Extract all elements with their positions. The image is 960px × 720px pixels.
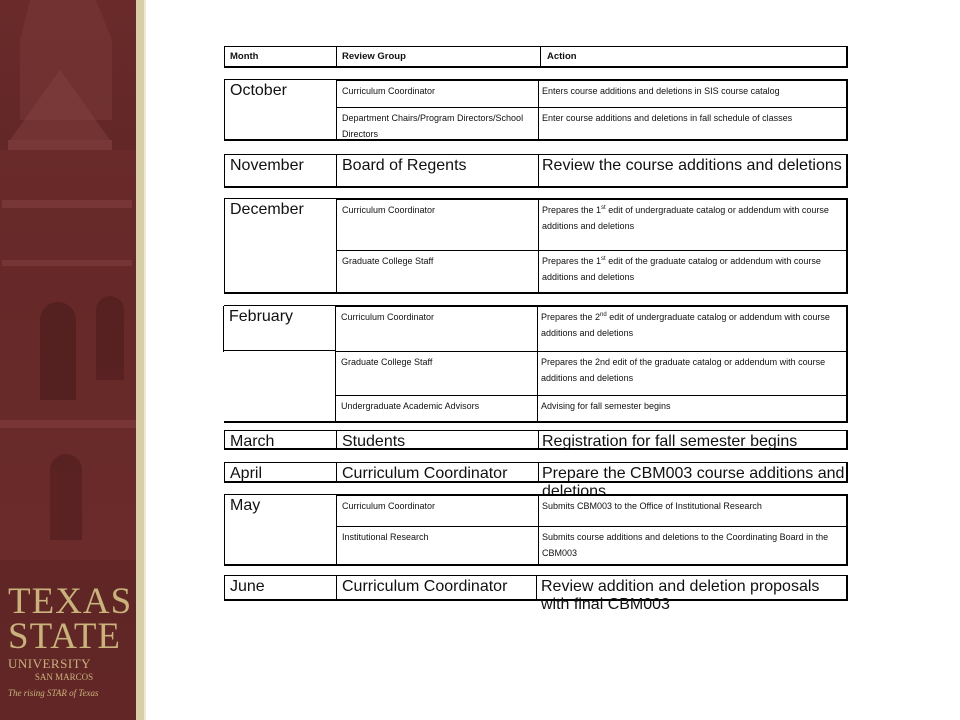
logo-university: UNIVERSITY xyxy=(8,656,91,671)
action-cell: Prepares the 1st edit of the graduate catalog or addendum with course additions and deletions xyxy=(542,256,821,282)
action-cell: Enter course additions and deletions in fall schedule of classes xyxy=(542,113,793,123)
review-group-cell: Students xyxy=(342,433,406,450)
review-group-cell: Curriculum Coordinator xyxy=(342,578,508,595)
table-row xyxy=(336,526,846,567)
review-group-cell: Curriculum Coordinator xyxy=(342,205,436,215)
action-cell: Submits CBM003 to the Office of Institutional Research xyxy=(542,501,762,511)
review-group-cell: Curriculum Coordinator xyxy=(342,465,508,482)
table-row xyxy=(336,107,846,142)
texas-state-logo xyxy=(8,581,133,700)
review-group-cell: Graduate College Staff xyxy=(342,256,434,266)
month-group-december xyxy=(224,198,848,294)
month-label: April xyxy=(230,465,263,482)
action-cell: Prepare the CBM003 course additions and deletions xyxy=(542,465,845,500)
month-label: June xyxy=(230,578,265,595)
header-month: Month xyxy=(230,51,259,62)
action-cell: Review the course additions and deletions xyxy=(542,157,842,174)
table-row xyxy=(336,250,846,295)
month-group-may xyxy=(224,494,848,566)
action-cell: Enters course additions and deletions in SIS course catalog xyxy=(542,86,780,96)
gold-divider xyxy=(136,0,144,720)
review-group-cell: Board of Regents xyxy=(342,157,467,174)
month-label: December xyxy=(230,201,304,218)
review-group-cell: Institutional Research xyxy=(342,532,429,542)
month-label: November xyxy=(230,157,304,174)
month-label: February xyxy=(229,308,294,325)
table-row xyxy=(336,80,846,107)
header-action: Action xyxy=(547,51,577,62)
action-cell: Submits course additions and deletions to the Coordinating Board in the CBM003 xyxy=(542,532,829,558)
review-group-cell: Graduate College Staff xyxy=(341,357,433,367)
month-group-february xyxy=(224,305,848,423)
table-header xyxy=(224,46,848,68)
month-label: May xyxy=(230,497,261,514)
gold-divider-light xyxy=(144,0,146,720)
month-group-april xyxy=(224,462,848,500)
month-label: March xyxy=(230,433,275,450)
table-row xyxy=(336,495,846,526)
month-group-june xyxy=(224,575,848,613)
month-label: October xyxy=(230,82,287,99)
month-group-october xyxy=(224,79,848,141)
sidebar-building-photo xyxy=(0,0,136,720)
review-group-cell: Curriculum Coordinator xyxy=(342,86,436,96)
table-row xyxy=(335,306,846,351)
action-cell: Review addition and deletion proposals with final CBM003 xyxy=(541,578,820,613)
header-review-group: Review Group xyxy=(342,51,406,62)
logo-san-marcos: SAN MARCOS xyxy=(34,672,94,682)
month-group-november xyxy=(224,154,848,188)
logo-texas: TEXAS xyxy=(8,581,133,622)
review-group-cell: Curriculum Coordinator xyxy=(342,501,436,511)
action-cell: Prepares the 2nd edit of undergraduate catalog or addendum with course additions and deletions xyxy=(541,312,830,338)
action-cell: Advising for fall semester begins xyxy=(541,401,671,411)
action-cell: Prepares the 1st edit of undergraduate catalog or addendum with course additions and deletions xyxy=(542,205,829,231)
month-group-march xyxy=(224,430,848,450)
table-row xyxy=(335,395,846,424)
action-cell: Registration for fall semester begins xyxy=(542,433,798,450)
review-group-cell: Curriculum Coordinator xyxy=(341,312,435,322)
review-group-cell: Undergraduate Academic Advisors xyxy=(341,401,480,411)
action-cell: Prepares the 2nd edit of the graduate catalog or addendum with course additions and deletions xyxy=(541,357,826,383)
logo-tagline: The rising STAR of Texas xyxy=(8,688,99,698)
review-group-cell: Department Chairs/Program Directors/School Directors xyxy=(342,113,524,139)
table-row xyxy=(336,199,846,250)
table-row xyxy=(335,351,846,395)
logo-state: STATE xyxy=(8,616,122,657)
